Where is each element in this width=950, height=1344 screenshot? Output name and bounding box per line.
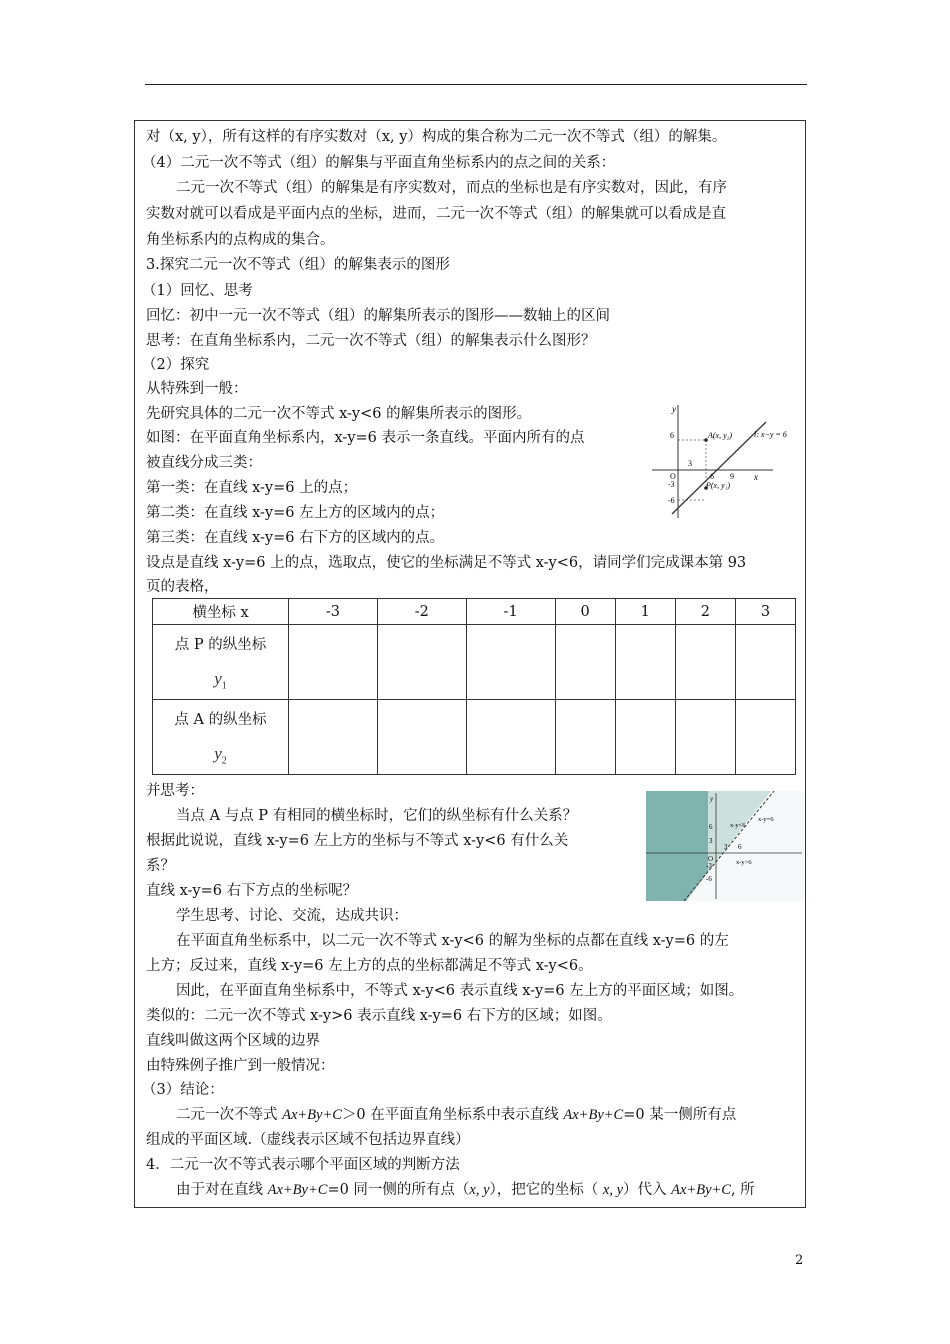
y1-subscript: 1 (221, 680, 227, 692)
label-gt: x-y>6 (736, 859, 752, 866)
region-graph (646, 791, 804, 901)
text-line: 系？ (146, 858, 175, 874)
table-cell[interactable] (466, 625, 555, 700)
text-line: 对（x, y），所有这样的有序实数对（x, y）构成的集合称为二元一次不等式（组）的解集。 (146, 129, 727, 145)
text-line: 类似的：二元一次不等式 x-y>6 表示直线 x-y=6 右下方的区域；如图。 (146, 1008, 612, 1024)
text-line: 设点是直线 x-y=6 上的点，选取点，使它的坐标满足不等式 x-y<6，请同学们完成课本第 93 (146, 555, 747, 571)
origin-label: O (708, 855, 714, 863)
table-cell[interactable] (377, 625, 466, 700)
coordinate-graph-line (648, 400, 804, 525)
table-cell[interactable] (675, 700, 735, 775)
table-cell[interactable] (377, 700, 466, 775)
text-line: 二元一次不等式（组）的解集是有序实数对，而点的坐标也是有序实数对，因此，有序 (176, 180, 727, 196)
text-run: ）代入 (623, 1182, 672, 1198)
text-run: 由于对在直线 (176, 1182, 268, 1198)
tick-y-neg3: -3 (706, 862, 712, 870)
row-label-p (153, 625, 289, 700)
table-header-row (153, 599, 796, 625)
label-eq: x-y=6 (758, 816, 774, 823)
text-line: 实数对就可以看成是平面内点的坐标，进而，二元一次不等式（组）的解集就可以看成是直 (146, 206, 726, 222)
table-header-cell: 3 (735, 599, 795, 625)
table-header-cell: 1 (615, 599, 675, 625)
tick-x6: 6 (710, 472, 714, 481)
text-line: 思考：在直角坐标系内，二元一次不等式（组）的解集表示什么图形？ (146, 333, 596, 349)
page-number: 2 (795, 1253, 804, 1268)
text-line: 因此，在平面直角坐标系中，不等式 x-y<6 表示直线 x-y=6 左上方的平面区域；如图。 (176, 983, 744, 999)
table-cell[interactable] (735, 700, 795, 775)
tick-y6: 6 (709, 823, 713, 831)
table-cell[interactable] (289, 625, 378, 700)
tick-x6: 6 (738, 843, 742, 851)
text-line: 并思考： (146, 783, 204, 799)
text-run: =0 某一侧所有点 (623, 1107, 737, 1123)
subheading: （1）回忆、思考 (142, 283, 253, 299)
subheading: （3）结论： (142, 1082, 224, 1098)
text-run: =0 同一侧的所有点（ (327, 1182, 470, 1198)
point-p-label: P(x, y₁) (706, 481, 731, 490)
table-header-cell: -3 (289, 599, 378, 625)
text-line: 第三类：在直线 x-y=6 右下方的区域内的点。 (146, 530, 445, 546)
section-heading: 3.探究二元一次不等式（组）的解集表示的图形 (146, 257, 450, 273)
table-cell[interactable] (555, 700, 615, 775)
text-run: ＞0 在平面直角坐标系中表示直线 (341, 1107, 564, 1123)
text-run: , 所 (730, 1182, 755, 1198)
tick-y-neg6: -6 (706, 875, 712, 883)
table-cell[interactable] (466, 700, 555, 775)
x-axis-label: x (754, 472, 758, 482)
header-rule (145, 84, 807, 85)
text-line: 从特殊到一般： (146, 381, 248, 397)
table-row (153, 625, 796, 700)
data-table (152, 598, 796, 775)
text-line: 由特殊例子推广到一般情况： (146, 1058, 335, 1074)
text-line: 当点 A 与点 P 有相同的横坐标时，它们的纵坐标有什么关系？ (176, 808, 578, 824)
conclusion-line: 组成的平面区域.（虚线表示区域不包括边界直线） (146, 1132, 470, 1148)
y2-symbol (214, 744, 227, 766)
text-line: 在平面直角坐标系中，以二元一次不等式 x-y<6 的解为坐标的点都在直线 x-y=6 的左 (176, 933, 729, 949)
y2-subscript: 2 (221, 755, 227, 767)
tick-x3: 3 (724, 843, 728, 851)
y1-var: y (214, 668, 222, 688)
text-line: 被直线分成三类： (146, 455, 262, 471)
text-line: 根据此说说，直线 x-y=6 左上方的坐标与不等式 x-y<6 有什么关 (146, 833, 569, 849)
origin-label: O (670, 472, 676, 481)
text-line (176, 1180, 755, 1200)
table-cell[interactable] (615, 700, 675, 775)
text-line: 如图：在平面直角坐标系内，x-y=6 表示一条直线。平面内所有的点 (146, 430, 585, 446)
text-line: （4）二元一次不等式（组）的解集与平面直角坐标系内的点之间的关系： (142, 155, 616, 171)
line-label: l: x−y = 6 (754, 430, 787, 439)
table-cell[interactable] (555, 625, 615, 700)
math-expression: Ax+By+C (282, 1107, 342, 1123)
math-expression: Ax+By+C (267, 1182, 328, 1198)
tick-y3: 3 (709, 837, 713, 845)
text-line: 角坐标系内的点构成的集合。 (146, 232, 335, 248)
text-line: 先研究具体的二元一次不等式 x-y<6 的解集所表示的图形。 (146, 406, 532, 422)
table-cell[interactable] (675, 625, 735, 700)
row-label-text: 点 A 的纵坐标 (174, 711, 267, 728)
text-line: 直线 x-y=6 右下方点的坐标呢？ (146, 883, 358, 899)
point-a-label: A(x, y₂) (708, 431, 733, 440)
table-cell[interactable] (615, 625, 675, 700)
table-header-cell: -2 (377, 599, 466, 625)
math-expression: x, y (602, 1182, 624, 1198)
tick-x9: 9 (730, 472, 734, 481)
math-expression: x, y (469, 1182, 490, 1198)
y1-symbol (214, 669, 227, 691)
tick-x3: 3 (688, 459, 692, 468)
math-expression: Ax+By+C (563, 1107, 624, 1123)
text-run: 二元一次不等式 (176, 1107, 283, 1123)
table-header-cell: -1 (466, 599, 555, 625)
text-line: 学生思考、讨论、交流，达成共识： (176, 908, 408, 924)
table-header-cell: 0 (555, 599, 615, 625)
y2-var: y (214, 743, 222, 763)
table-cell[interactable] (735, 625, 795, 700)
text-line: 页的表格， (146, 579, 219, 595)
tick-y6: 6 (670, 431, 674, 440)
text-line: 上方；反过来，直线 x-y=6 左上方的点的坐标都满足不等式 x-y<6。 (146, 958, 593, 974)
y-axis-label: y (710, 795, 714, 803)
text-line: 第二类：在直线 x-y=6 左上方的区域内的点； (146, 505, 445, 521)
row-label-a (153, 700, 289, 775)
text-line: 直线叫做这两个区域的边界 (146, 1033, 320, 1049)
label-lt: x-y<6 (730, 822, 746, 829)
conclusion-line (176, 1105, 736, 1125)
y-axis-label: y (672, 404, 676, 414)
row-label-text: 点 P 的纵坐标 (174, 636, 267, 653)
section-heading: 4．二元一次不等式表示哪个平面区域的判断方法 (146, 1157, 460, 1173)
subheading: （2）探究 (142, 357, 210, 373)
table-row (153, 700, 796, 775)
text-line: 回忆：初中一元一次不等式（组）的解集所表示的图形——数轴上的区间 (146, 308, 610, 324)
tick-y-neg6: -6 (668, 496, 675, 505)
table-header-cell: 横坐标 x (153, 599, 289, 625)
table-cell[interactable] (289, 700, 378, 775)
tick-y-neg3: -3 (668, 480, 675, 489)
text-run: ），把它的坐标（ (489, 1182, 603, 1198)
text-line: 第一类：在直线 x-y=6 上的点； (146, 480, 358, 496)
table-header-cell: 2 (675, 599, 735, 625)
math-expression: Ax+By+C (671, 1182, 731, 1198)
